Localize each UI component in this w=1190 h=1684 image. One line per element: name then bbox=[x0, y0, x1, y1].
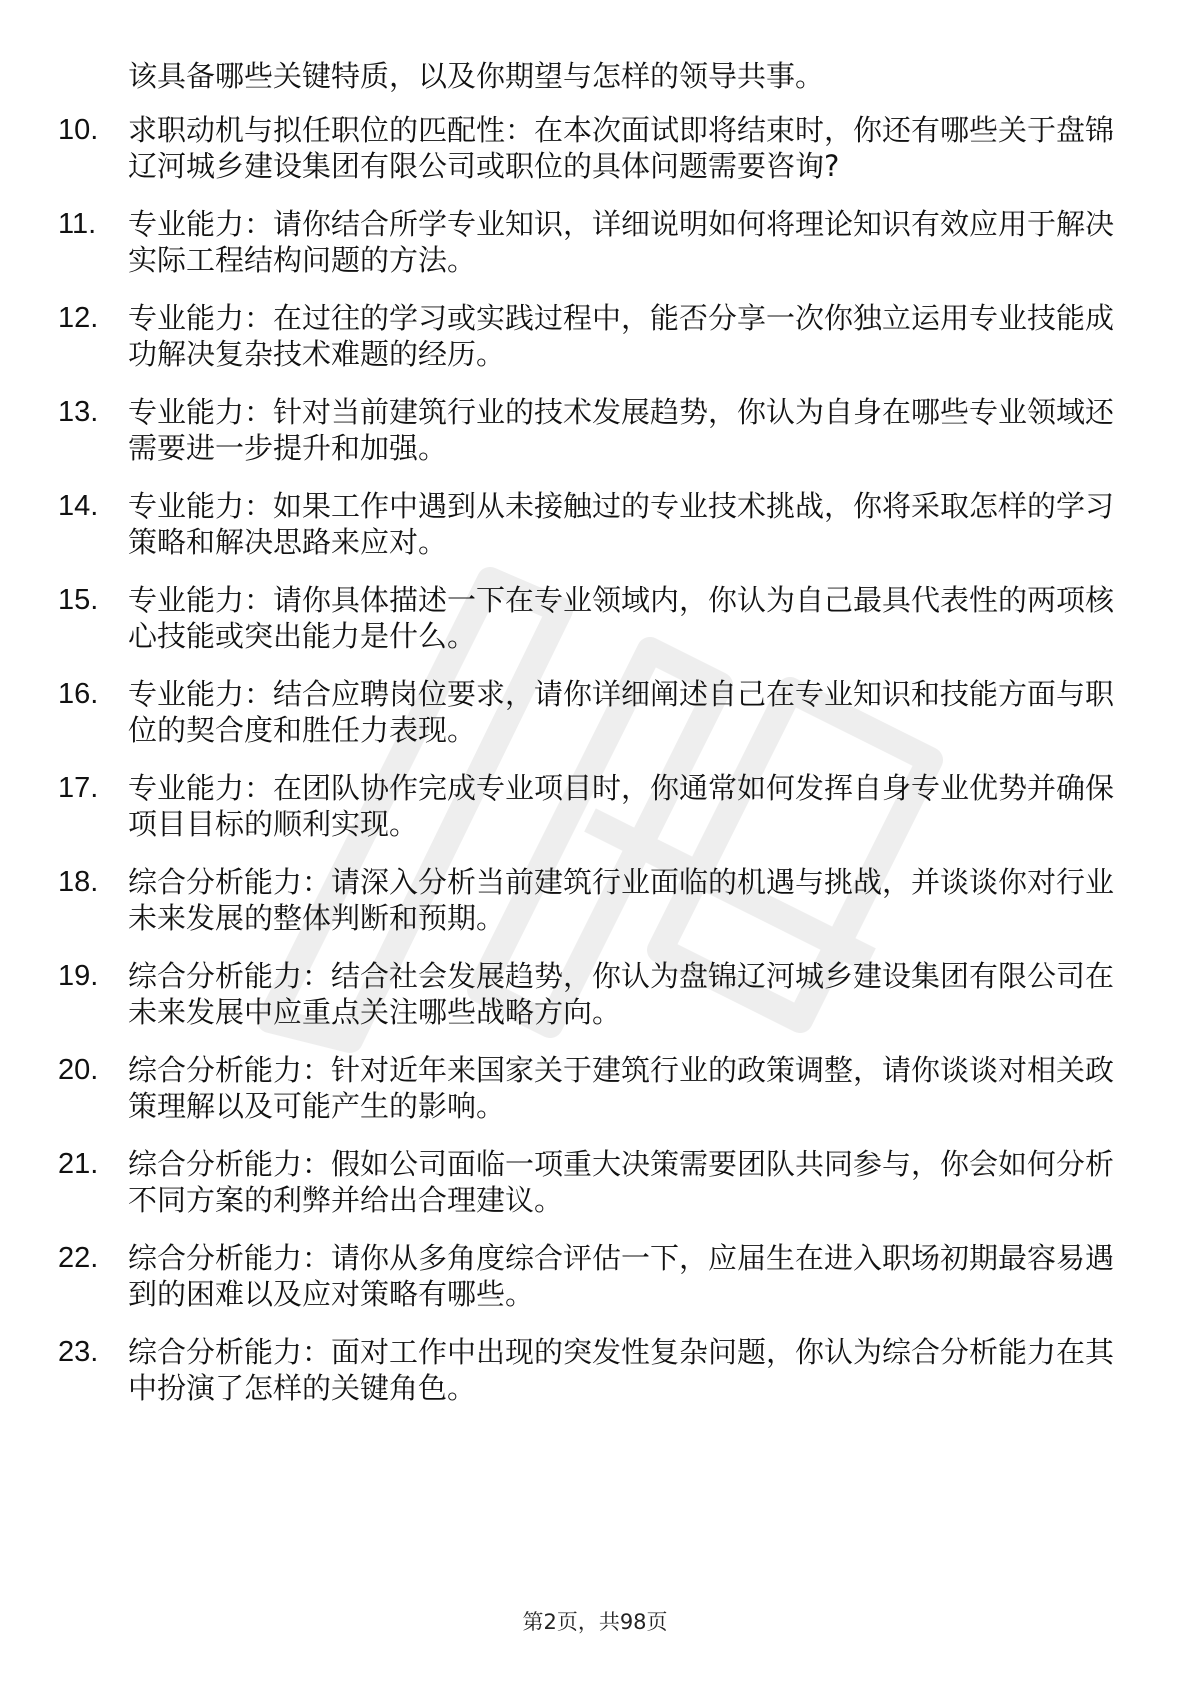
question-number: 14. bbox=[58, 490, 99, 522]
list-item bbox=[58, 300, 1118, 372]
question-number: 16. bbox=[58, 678, 99, 710]
question-number: 10. bbox=[58, 114, 99, 146]
list-item bbox=[58, 958, 1118, 1030]
question-number: 22. bbox=[58, 1242, 99, 1274]
list-item bbox=[58, 1334, 1118, 1406]
question-list bbox=[58, 58, 1118, 1428]
question-number: 20. bbox=[58, 1054, 99, 1086]
list-item bbox=[58, 394, 1118, 466]
question-number: 18. bbox=[58, 866, 99, 898]
question-text: 综合分析能力：假如公司面临一项重大决策需要团队共同参与，你会如何分析不同方案的利弊并给出合理建议。 bbox=[128, 1147, 1115, 1217]
question-text: 专业能力：请你具体描述一下在专业领域内，你认为自己最具代表性的两项核心技能或突出能力是什么。 bbox=[128, 583, 1115, 653]
question-number: 11. bbox=[58, 208, 97, 240]
page-number-footer: 第2页，共98页 bbox=[522, 1610, 668, 1634]
list-item bbox=[58, 676, 1118, 748]
question-text: 综合分析能力：请深入分析当前建筑行业面临的机遇与挑战，并谈谈你对行业未来发展的整体判断和预期。 bbox=[128, 865, 1115, 935]
question-number: 21. bbox=[58, 1148, 99, 1180]
list-item bbox=[58, 864, 1118, 936]
question-number: 19. bbox=[58, 960, 99, 992]
question-text: 专业能力：针对当前建筑行业的技术发展趋势，你认为自身在哪些专业领域还需要进一步提升和加强。 bbox=[128, 395, 1115, 465]
question-text: 专业能力：在过往的学习或实践过程中，能否分享一次你独立运用专业技能成功解决复杂技术难题的经历。 bbox=[128, 301, 1115, 371]
question-text: 专业能力：在团队协作完成专业项目时，你通常如何发挥自身专业优势并确保项目目标的顺利实现。 bbox=[128, 771, 1115, 841]
list-item bbox=[58, 1240, 1118, 1312]
question-text: 综合分析能力：面对工作中出现的突发性复杂问题，你认为综合分析能力在其中扮演了怎样的关键角色。 bbox=[128, 1335, 1115, 1405]
question-text: 求职动机与拟任职位的匹配性：在本次面试即将结束时，你还有哪些关于盘锦辽河城乡建设集团有限公司或职位的具体问题需要咨询? bbox=[128, 113, 1115, 183]
question-text: 专业能力：如果工作中遇到从未接触过的专业技术挑战，你将采取怎样的学习策略和解决思路来应对。 bbox=[128, 489, 1115, 559]
question-text: 专业能力：结合应聘岗位要求，请你详细阐述自己在专业知识和技能方面与职位的契合度和胜任力表现。 bbox=[128, 677, 1115, 747]
list-item bbox=[58, 582, 1118, 654]
question-text: 综合分析能力：结合社会发展趋势，你认为盘锦辽河城乡建设集团有限公司在未来发展中应重点关注哪些战略方向。 bbox=[128, 959, 1115, 1029]
list-item bbox=[58, 206, 1118, 278]
question-number: 12. bbox=[58, 302, 99, 334]
question-number: 17. bbox=[58, 772, 99, 804]
question-number: 23. bbox=[58, 1336, 99, 1368]
list-item bbox=[58, 488, 1118, 560]
question-number: 15. bbox=[58, 584, 99, 616]
question-text: 综合分析能力：请你从多角度综合评估一下，应届生在进入职场初期最容易遇到的困难以及应对策略有哪些。 bbox=[128, 1241, 1115, 1311]
question-text: 专业能力：请你结合所学专业知识，详细说明如何将理论知识有效应用于解决实际工程结构问题的方法。 bbox=[128, 207, 1115, 277]
question-number: 13. bbox=[58, 396, 99, 428]
list-item bbox=[58, 770, 1118, 842]
list-item bbox=[58, 112, 1118, 184]
list-item bbox=[58, 1052, 1118, 1124]
continued-question-text: 该具备哪些关键特质，以及你期望与怎样的领导共事。 bbox=[128, 59, 825, 93]
list-item bbox=[58, 1146, 1118, 1218]
question-text: 综合分析能力：针对近年来国家关于建筑行业的政策调整，请你谈谈对相关政策理解以及可能产生的影响。 bbox=[128, 1053, 1115, 1123]
